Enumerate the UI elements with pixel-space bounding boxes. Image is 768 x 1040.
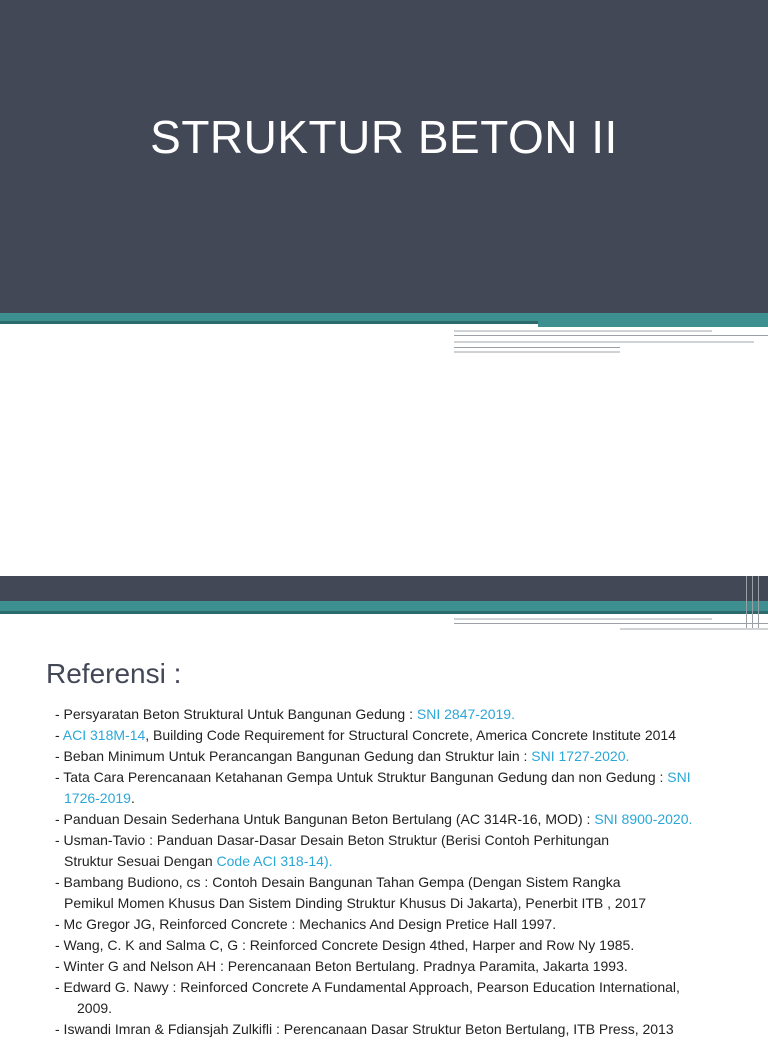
reference-item: [55, 872, 745, 893]
reference-item: [55, 788, 745, 809]
reference-text: - Edward G. Nawy : Reinforced Concrete A Fundamental Approach, Pearson Education International,: [55, 979, 680, 995]
reference-text: - Bambang Budiono, cs : Contoh Desain Bangunan Tahan Gempa (Dengan Sistem Rangka: [55, 874, 621, 890]
reference-text: .: [130, 790, 135, 806]
reference-item: [55, 851, 745, 872]
reference-item: [55, 830, 745, 851]
stripe: [454, 351, 620, 353]
reference-text: - Persyaratan Beton Struktural Untuk Bangunan Gedung :: [55, 706, 417, 722]
reference-item: [55, 767, 745, 788]
reference-link[interactable]: Code ACI 318-14).: [216, 853, 333, 869]
reference-item: [55, 809, 745, 830]
reference-item: [55, 977, 745, 998]
reference-item: [55, 956, 745, 977]
accent-bar: [0, 313, 538, 321]
reference-text: - Iswandi Imran & Fdiansjah Zulkifli : Perencanaan Dasar Struktur Beton Bertulang, ITB Press, 2013: [55, 1021, 674, 1037]
stripe: [454, 623, 768, 624]
reference-item: [55, 725, 745, 746]
reference-text: Pemikul Momen Khusus Dan Sistem Dinding Struktur Khusus Di Jakarta), Penerbit ITB , 2017: [64, 895, 647, 911]
reference-text: Struktur Sesuai Dengan: [64, 853, 217, 869]
reference-link[interactable]: SNI 8900-2020.: [594, 811, 693, 827]
reference-link[interactable]: SNI 2847-2019.: [416, 706, 515, 722]
reference-item: [55, 998, 745, 1019]
divider: [746, 576, 747, 628]
reference-item: [55, 704, 745, 725]
accent-bar-shadow: [0, 321, 538, 324]
slide-title: STRUKTUR BETON II: [150, 111, 618, 163]
accent-bar: [0, 601, 768, 611]
reference-link[interactable]: SNI 1727-2020.: [531, 748, 630, 764]
accent-bar-right: [538, 313, 768, 327]
reference-link[interactable]: 1726-2019: [64, 790, 131, 806]
stripe: [454, 618, 712, 620]
divider: [758, 576, 759, 628]
reference-text: - Wang, C. K and Salma C, G : Reinforced Concrete Design 4thed, Harper and Row Ny 1985.: [55, 937, 635, 953]
reference-text: - Mc Gregor JG, Reinforced Concrete : Mechanics And Design Pretice Hall 1997.: [55, 916, 557, 932]
reference-text: - Usman-Tavio : Panduan Dasar-Dasar Desain Beton Struktur (Berisi Contoh Perhitungan: [55, 832, 610, 848]
reference-text: - Beban Minimum Untuk Perancangan Bangunan Gedung dan Struktur lain :: [55, 748, 532, 764]
reference-item: [55, 1019, 745, 1040]
stripe: [454, 341, 754, 343]
accent-bar-shadow: [0, 611, 768, 614]
header-band: [0, 576, 768, 601]
reference-text: -: [55, 727, 63, 743]
stripe: [620, 628, 768, 630]
reference-item: [55, 746, 745, 767]
references-list: [55, 704, 745, 1040]
reference-item: [55, 914, 745, 935]
stripe: [454, 330, 712, 332]
reference-text: - Panduan Desain Sederhana Untuk Bangunan Beton Bertulang (AC 314R-16, MOD) :: [55, 811, 595, 827]
reference-text: - Winter G and Nelson AH : Perencanaan Beton Bertulang. Pradnya Paramita, Jakarta 1993.: [55, 958, 628, 974]
reference-text: , Building Code Requirement for Structural Concrete, America Concrete Institute 2014: [145, 727, 676, 743]
divider: [752, 576, 753, 628]
stripe: [454, 347, 620, 348]
stripe: [454, 335, 768, 336]
reference-link[interactable]: ACI 318M-14: [62, 727, 146, 743]
reference-item: [55, 893, 745, 914]
references-slide: [0, 576, 768, 1037]
reference-link[interactable]: SNI: [667, 769, 691, 785]
reference-text: 2009.: [77, 1000, 113, 1016]
reference-item: [55, 935, 745, 956]
reference-text: - Tata Cara Perencanaan Ketahanan Gempa Untuk Struktur Bangunan Gedung dan non Gedung :: [55, 769, 668, 785]
references-heading: Referensi :: [46, 658, 182, 689]
